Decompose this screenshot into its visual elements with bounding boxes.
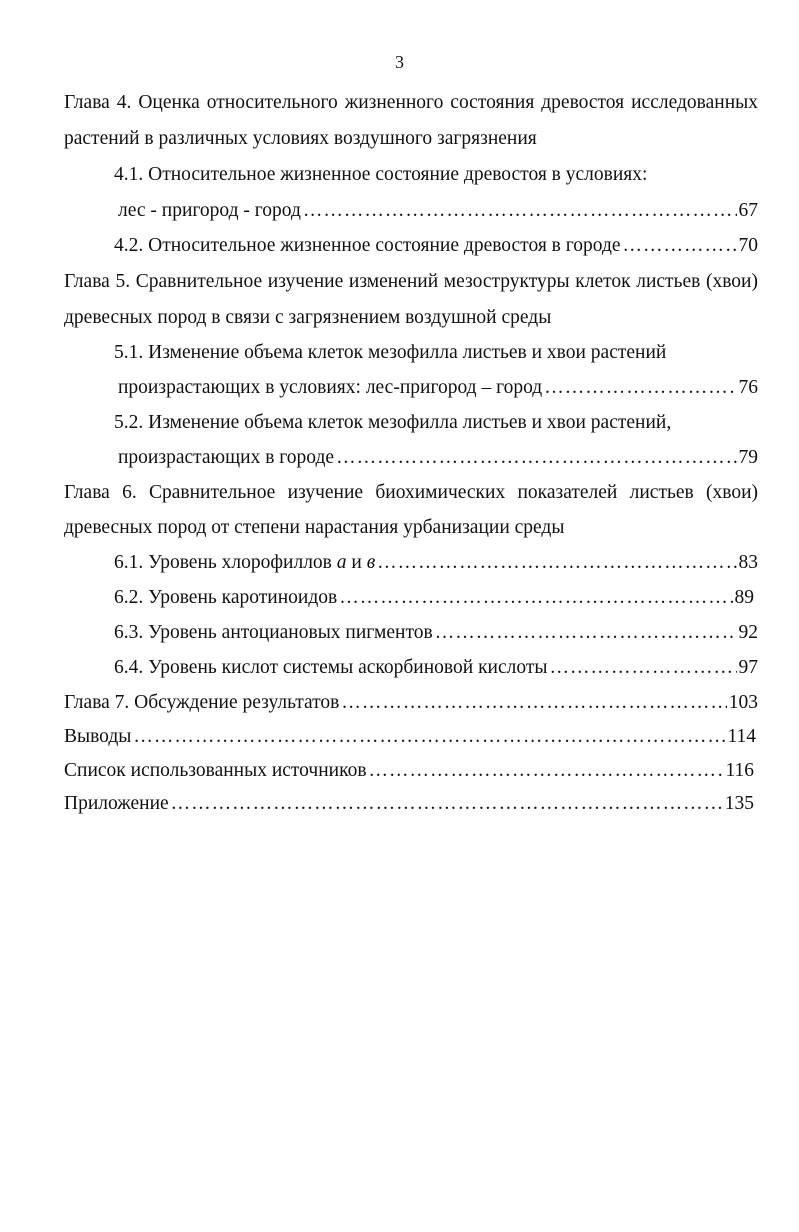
section-6-1-prefix: 6.1. Уровень хлорофиллов xyxy=(114,552,337,573)
section-6-2-title: 6.2. Уровень каротиноидов xyxy=(114,587,338,608)
dot-leader xyxy=(435,618,737,648)
toc-entry-conclusions[interactable] xyxy=(64,722,756,752)
dot-leader xyxy=(377,548,736,578)
toc-entry-5-2[interactable] xyxy=(118,443,758,473)
chapter-7-title: Глава 7. Обсуждение результатов xyxy=(64,692,340,713)
appendix-title: Приложение xyxy=(64,793,169,814)
dot-leader xyxy=(336,443,736,473)
chapter-4-title-line-2: растений в различных условиях воздушного загрязнения xyxy=(64,128,537,149)
chapter-5-title-line-1: Глава 5. Сравнительное изучение изменений мезоструктуры клеток листьев (хвои) xyxy=(64,271,758,292)
chapter-5-title-line-2: древесных пород в связи с загрязнением воздушной среды xyxy=(64,307,552,328)
section-6-3-title: 6.3. Уровень антоциановых пигментов xyxy=(114,622,433,643)
page-ref: 103 xyxy=(728,692,758,713)
page-ref: 76 xyxy=(738,377,758,398)
chlorophyll-a: а xyxy=(336,552,347,573)
section-5-1-title-line-2: произрастающих в условиях: лес-пригород – город xyxy=(118,377,543,398)
section-4-2-title: 4.2. Относительное жизненное состояние древостоя в городе xyxy=(114,235,621,256)
toc-entry-6-3[interactable] xyxy=(114,618,758,648)
page-ref: 70 xyxy=(738,235,758,256)
chapter-6-title-line-1: Глава 6. Сравнительное изучение биохимических показателей листьев (хвои) xyxy=(64,482,758,503)
page-number: 3 xyxy=(395,52,404,72)
dot-leader xyxy=(133,722,725,752)
page-ref: 116 xyxy=(725,760,754,781)
chapter-6-title-line-2: древесных пород от степени нарастания урбанизации среды xyxy=(64,517,565,538)
toc-entry-5-1[interactable] xyxy=(118,373,758,403)
page-ref: 83 xyxy=(738,552,758,573)
toc-entry-6-1[interactable] xyxy=(114,548,758,578)
section-5-2-title-line-2: произрастающих в городе xyxy=(118,447,335,468)
dot-leader xyxy=(339,583,732,613)
toc-entry-chapter-7[interactable] xyxy=(64,688,758,718)
page-ref: 67 xyxy=(738,200,758,221)
conclusions-title: Выводы xyxy=(64,726,132,747)
conjunction: и xyxy=(346,552,367,573)
page-ref: 79 xyxy=(738,447,758,468)
chapter-4-title-line-1: Глава 4. Оценка относительного жизненного состояния древостоя исследованных xyxy=(64,92,758,113)
page-ref: 114 xyxy=(727,726,756,747)
toc-entry-6-4[interactable] xyxy=(114,653,758,683)
section-5-2-title-line-1: 5.2. Изменение объема клеток мезофилла листьев и хвои растений, xyxy=(114,412,672,433)
toc-entry-appendix[interactable] xyxy=(64,789,754,819)
dot-leader xyxy=(544,373,736,403)
page-ref: 135 xyxy=(724,793,754,814)
page-ref: 97 xyxy=(738,657,758,678)
section-6-4-title: 6.4. Уровень кислот системы аскорбиновой кислоты xyxy=(114,657,548,678)
page-ref: 92 xyxy=(738,622,758,643)
dot-leader xyxy=(369,756,724,786)
dot-leader xyxy=(341,688,726,718)
section-4-1-title-line-2: лес - пригород - город xyxy=(118,200,301,221)
toc-entry-4-2[interactable] xyxy=(114,231,758,261)
references-title: Список использованных источников xyxy=(64,760,367,781)
dot-leader xyxy=(171,789,723,819)
section-5-1-title-line-1: 5.1. Изменение объема клеток мезофилла листьев и хвои растений xyxy=(114,342,667,363)
section-4-1-title-line-1: 4.1. Относительное жизненное состояние древостоя в условиях: xyxy=(114,164,648,185)
chlorophyll-b: в xyxy=(366,552,376,573)
dot-leader xyxy=(623,231,737,261)
section-6-1-title xyxy=(114,548,375,578)
toc-entry-4-1[interactable] xyxy=(118,196,758,226)
dot-leader xyxy=(549,653,736,683)
dot-leader xyxy=(303,196,737,226)
toc-entry-6-2[interactable] xyxy=(114,583,754,613)
page-ref: 89 xyxy=(734,587,754,608)
toc-entry-references[interactable] xyxy=(64,756,754,786)
